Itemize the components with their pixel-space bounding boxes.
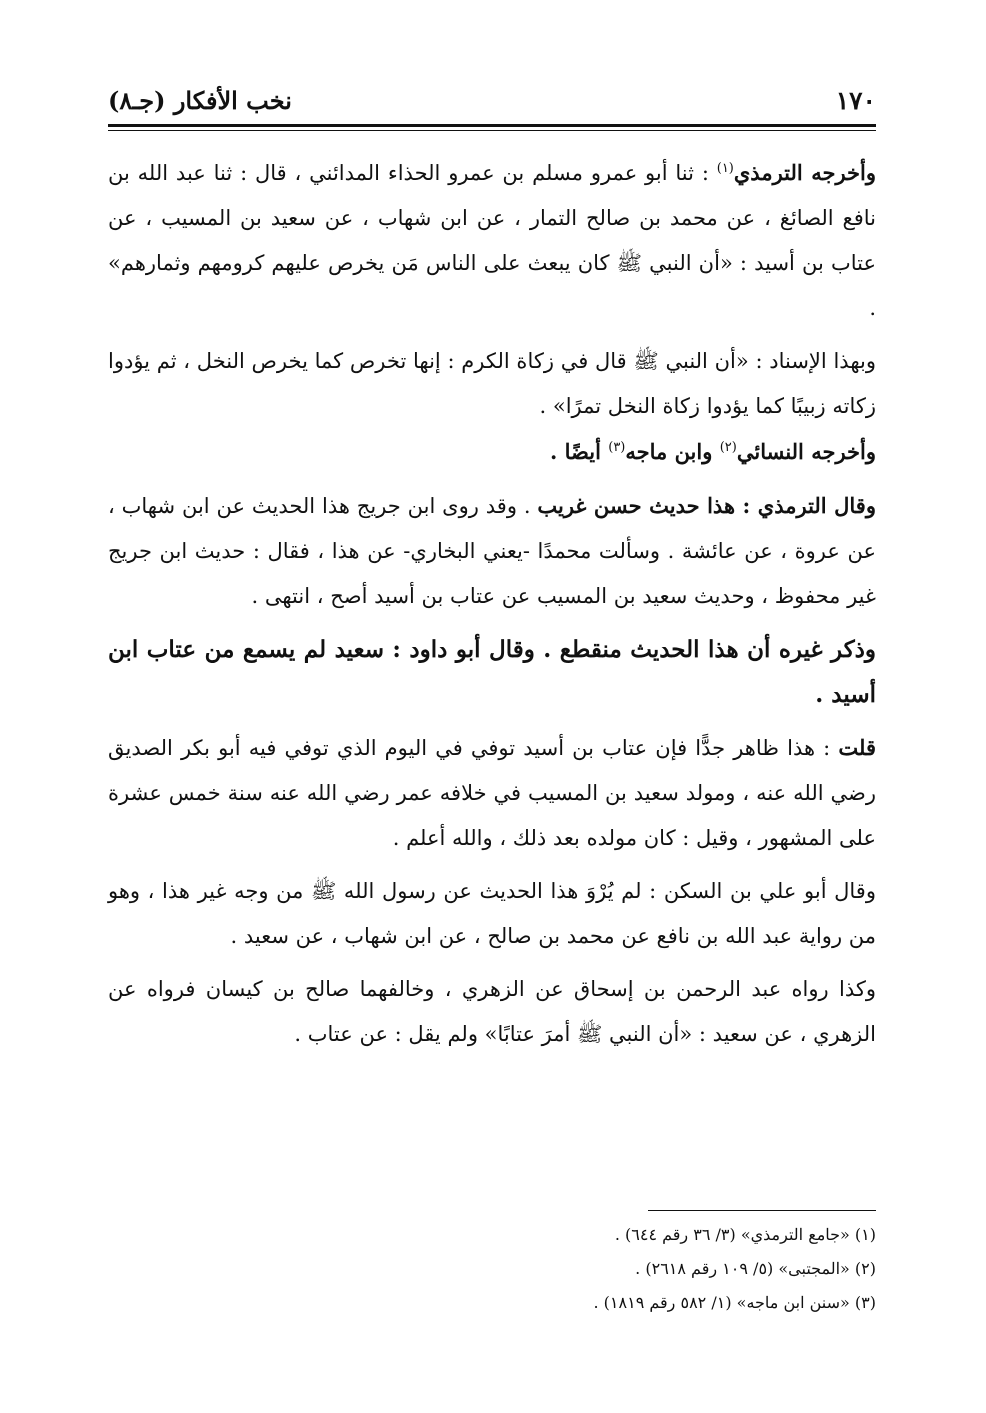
footnote-item: (٣) «سنن ابن ماجه» (١/ ٥٨٢ رقم ١٨١٩) . [593,1293,876,1312]
paragraph-same-chain [108,339,876,429]
tail-text: أيضًا . [550,439,609,464]
page-number: ١٧٠ [835,86,876,115]
footnote-item: (١) «جامع الترمذي» (٣/ ٣٦ رقم ٦٤٤) . [614,1225,876,1244]
lead-text: وقال الترمذي : هذا حديث حسن غريب [537,493,876,518]
paragraph-text: : هذا ظاهر جدًّا فإن عتاب بن أسيد توفي في اليوم الذي توفي فيه أبو بكر الصديق رضي الله عنه ، ومولد سعيد بن المسيب في خلافه عمر رضي الله عنه سنة خمس عشرة على المشهور ، وقيل : كان مولده بعد ذلك ، والله أعلم . [108,736,876,850]
paragraph-text: وبهذا الإسناد : «أن النبي ﷺ قال في زكاة الكرم : إنها تخرص كما يخرص النخل ، ثم يؤدوا زكاته زبيبًا كما يؤدوا زكاة النخل تمرًا» . [108,349,876,418]
paragraph-text: وقال أبو علي بن السكن : لم يُرْوَ هذا الحديث عن رسول الله ﷺ من وجه غير هذا ، وهو من رواية عبد الله بن نافع عن محمد بن صالح ، عن ابن شهاب ، عن سعيد . [108,879,876,948]
paragraph-text: وكذا رواه عبد الرحمن بن إسحاق عن الزهري ، وخالفهما صالح بن كيسان فرواه عن الزهري ، عن سعيد : «أن النبي ﷺ أمرَ عتابًا» ولم يقل : عن عتاب . [108,977,876,1046]
lead-text: وأخرجه الترمذي [733,160,876,185]
paragraph-text: : ثنا أبو عمرو مسلم بن عمرو الحذاء المدائني ، قال : ثنا عبد الله بن نافع الصائغ ، عن محمد بن صالح التمار ، عن ابن شهاب ، عن سعيد بن المسيب ، عن عتاب بن أسيد : «أن النبي ﷺ كان يبعث على الناس مَن يخرص عليهم كرومهم وثمارهم» . [108,161,876,320]
paragraph-text: . وقد روى ابن جريج هذا الحديث عن ابن شهاب ، عن عروة ، عن عائشة . وسألت محمدًا -يعني البخاري- عن هذا ، فقال : حديث ابن جريج غير محفوظ ، وحديث سعيد بن المسيب عن عتاب بن أسيد أصح ، انتهى . [108,494,876,608]
header-rule-thick [108,124,876,127]
footnote-ref: (٢) [719,440,737,455]
footnote-item: (٢) «المجتبى» (٥/ ١٠٩ رقم ٢٦١٨) . [635,1259,876,1278]
paragraph-tirmidhi-grading [108,483,876,619]
paragraph-zuhri [108,967,876,1057]
paragraph-nasai-ibnmajah [108,429,876,475]
mid-text: وابن ماجه [625,439,720,464]
lead-text: وأخرجه النسائي [736,439,876,464]
book-title: نخب الأفكار (جـ٨) [108,86,292,115]
paragraph-ibn-al-sakan [108,869,876,959]
footnotes [108,1218,876,1320]
footnote-ref: (٣) [608,440,626,455]
paragraph-munqati [108,627,876,717]
body-text [108,150,876,1057]
footnote-ref: (١) [716,161,734,176]
page-header [108,80,876,124]
paragraph-qultu [108,725,876,861]
lead-text: قلت [838,735,876,760]
paragraph-text: وذكر غيره أن هذا الحديث منقطع . وقال أبو داود : سعيد لم يسمع من عتاب ابن أسيد . [108,636,876,708]
header-rule-thin [108,130,876,131]
paragraph-tirmidhi-chain [108,150,876,331]
footnote-rule [648,1210,876,1211]
